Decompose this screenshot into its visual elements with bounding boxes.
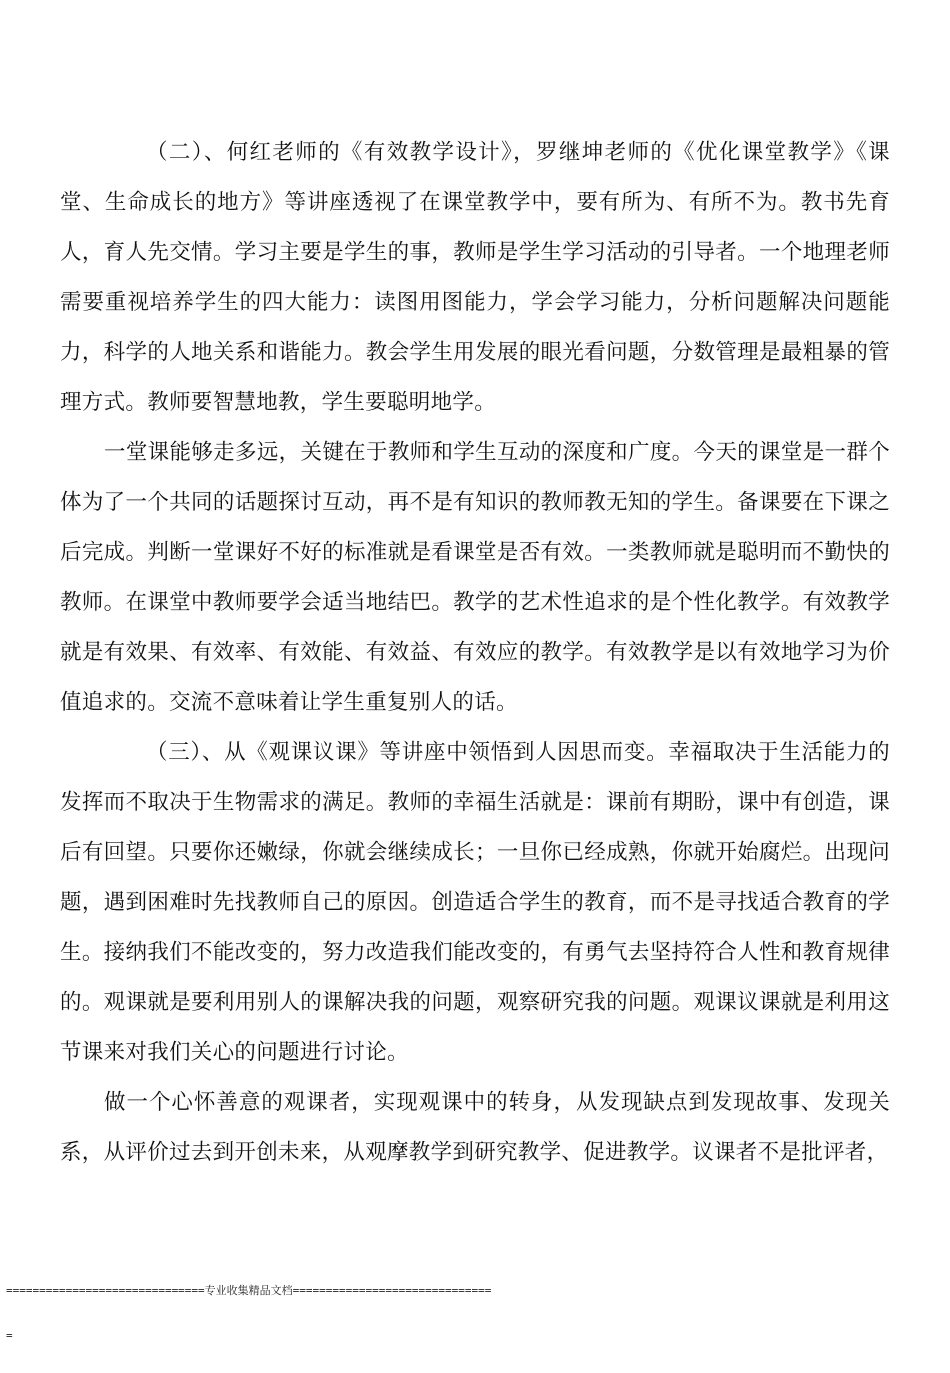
paragraph-effective-teaching: 一堂课能够走多远，关键在于教师和学生互动的深度和广度。今天的课堂是一群个体为了一个共同的话题探讨互动，再不是有知识的教师教无知的学生。备课要在下课之后完成。判断一堂课好不好的标准就是看课堂是否有效。一类教师就是聪明而不勤快的教师。在课堂中教师要学会适当地结巴。教学的艺术性追求的是个性化教学。有效教学就是有效果、有效率、有效能、有效益、有效应的教学。有效教学是以有效地学习为价值追求的。交流不意味着让学生重复别人的话。 — [60, 440, 890, 715]
document-body — [60, 128, 890, 1178]
paragraph-section-two: （二）、何红老师的《有效教学设计》，罗继坤老师的《优化课堂教学》《课堂、生命成长的地方》等讲座透视了在课堂教学中，要有所为、有所不为。教书先育人，育人先交情。学习主要是学生的事，教师是学生学习活动的引导者。一个地理老师需要重视培养学生的四大能力：读图用图能力，学会学习能力，分析问题解决问题能力，科学的人地关系和谐能力。教会学生用发展的眼光看问题，分数管理是最粗暴的管理方式。教师要智慧地教，学生要聪明地学。 — [60, 140, 890, 415]
footer-banner: ==============================专业收集精品文档============================== — [6, 1284, 492, 1297]
paragraph-lesson-observer: 做一个心怀善意的观课者，实现观课中的转身，从发现缺点到发现故事、发现关系，从评价过去到开创未来，从观摩教学到研究教学、促进教学。议课者不是批评者， — [60, 1090, 890, 1165]
paragraph-section-three: （三）、从《观课议课》等讲座中领悟到人因思而变。幸福取决于生活能力的发挥而不取决于生物需求的满足。教师的幸福生活就是：课前有期盼，课中有创造，课后有回望。只要你还嫩绿，你就会继续成长；一旦你已经成熟，你就开始腐烂。出现问题，遇到困难时先找教师自己的原因。创造适合学生的教育，而不是寻找适合教育的学生。接纳我们不能改变的，努力改造我们能改变的，有勇气去坚持符合人性和教育规律的。观课就是要利用别人的课解决我的问题，观察研究我的问题。观课议课就是利用这节课来对我们关心的问题进行讨论。 — [60, 740, 890, 1065]
footer-continuation: = — [6, 1329, 13, 1342]
page-footer — [6, 1253, 906, 1373]
